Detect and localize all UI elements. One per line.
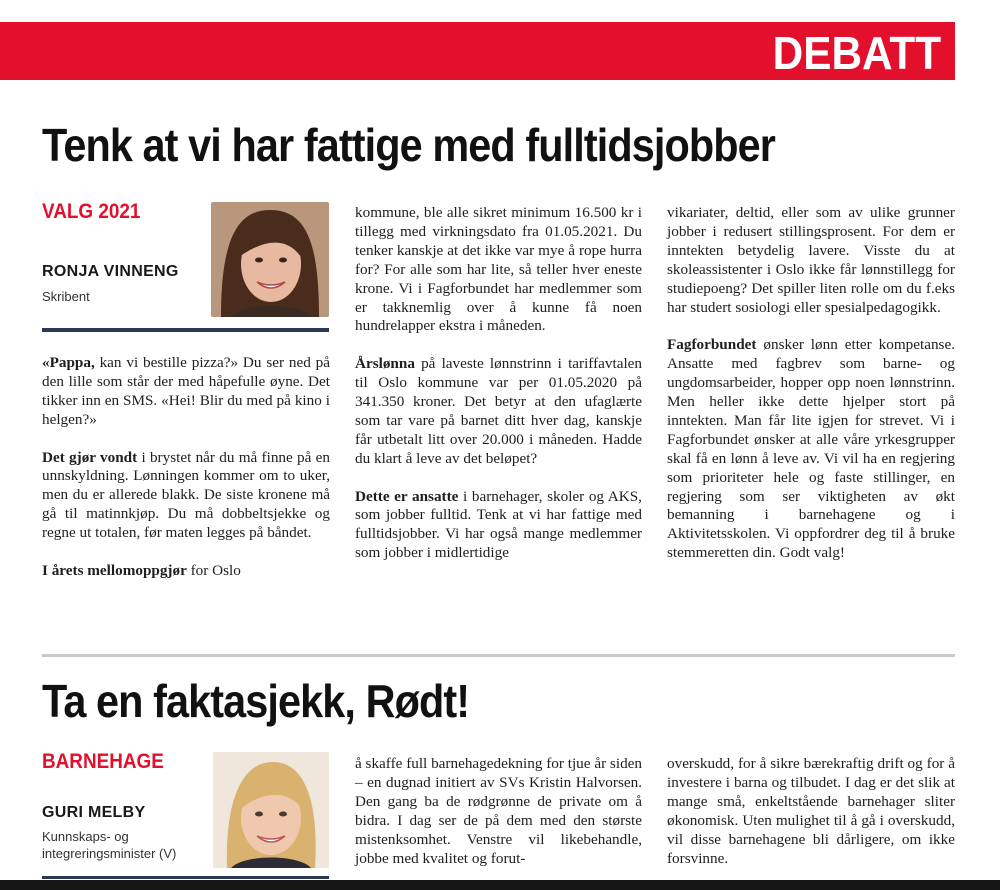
author-role: Skribent bbox=[42, 289, 90, 304]
author-name: GURI MELBY bbox=[42, 804, 146, 821]
article-kicker: BARNEHAGE bbox=[42, 750, 164, 773]
section-banner bbox=[0, 22, 955, 80]
author-photo bbox=[213, 752, 329, 868]
article-kicker: VALG 2021 bbox=[42, 200, 141, 223]
article-column-1: «Pappa, kan vi bestille pizza?» Du ser ned på den lille som står der med håpefulle øyne. Det tikker inn en SMS. «Hei! Blir du med på kino i helgen?» Det gjør vondt i brystet når du må finne på en unnskyldning. Lønningen kommer om to uker, men du er allerede blakk. De siste kronene må gå til matinnkjøp. Du må dobbeltsjekke og regne ut totalen, før maten legges på båndet. I årets mellomoppgjør for Oslo bbox=[42, 354, 330, 579]
article-column-3: vikariater, deltid, eller som av ulike grunner jobber i redusert stillingsprosent. For dem er inntekten betydelig lavere. Visste du at skoleassistenter i Oslo ikke får lønnstillegg for studiepoeng? Det spiller liten rolle om du f.eks har studert sosiologi eller spesialpedagogikk. Fagforbundet ønsker lønn etter kompetanse. Ansatte med fagbrev som barne- og ungdomsarbeider, hopper opp noen lønnstrinn. Men heller ikke dette hjelper stort på inntekten. Man får lite igjen for strevet. Vi i Fagforbundet ønsker at alle våre yrkesgrupper skal få en lønn å leve av. Vi vil ha en regjering som prioriteter hele og faste stillinger, en regjering som ser viktigheten av økt bemanning i barnehagene og i Aktivitetsskolen. Vi oppfordrer deg til å bruke stemmeretten din. Godt valg! bbox=[667, 204, 955, 562]
article-column-2: å skaffe full barnehagedekning for tjue år siden – en dugnad initiert av SVs Kristin Halvorsen. Den gang ba de rødgrønne de private om å bidra. I dag ser de på dem med den største mistenksomhet. Venstre vil likebehandle, jobbe med kvalitet og forut- bbox=[355, 755, 642, 867]
author-name: RONJA VINNENG bbox=[42, 263, 179, 280]
article-column-2: kommune, ble alle sikret minimum 16.500 kr i tillegg med virkningsdato fra 01.05.2021. Du tenker kanskje at det ikke var mye å rope hurra for? For alle som har lite, så teller hver eneste krone. Vi i Fagforbundet har medlemmer som er takknemlig over å kunne få noen hundrelapper ekstra i måneden. Årslønna på laveste lønnstrinn i tariffavtalen til Oslo kommune var per 01.05.2020 på 341.350 kroner. Det betyr at den ufaglærte som tar vare på barnet ditt hver dag, kanskje får utbetalt litt over 20.000 i måneden. Hadde du klart å leve av det beløpet? Dette er ansatte i barnehager, skoler og AKS, som jobber fulltid. Tenk at vi har fattige med fulltidsjobber. Vi har også mange medlemmer som jobber i midlertidige bbox=[355, 204, 642, 562]
article-headline: Tenk at vi har fattige med fulltidsjobber bbox=[42, 119, 775, 171]
article-headline: Ta en faktasjekk, Rødt! bbox=[42, 675, 470, 727]
author-photo bbox=[211, 202, 329, 317]
article-separator bbox=[42, 654, 955, 657]
page-edge-shadow bbox=[0, 880, 1000, 890]
byline-divider bbox=[42, 328, 329, 332]
section-label: DEBATT bbox=[772, 27, 941, 79]
byline-divider bbox=[42, 876, 329, 879]
article-column-3: overskudd, for å sikre bærekraftig drift og for å investere i barna og tilbudet. I dag er det slik at mange små, enkeltstående barnehager sliter økonomisk. Uten mulighet til å gå i overskudd, vil disse barnehagene bli dårligere, om ikke forsvinne. bbox=[667, 755, 955, 867]
author-role: Kunnskaps- og integreringsminister (V) bbox=[42, 829, 177, 861]
